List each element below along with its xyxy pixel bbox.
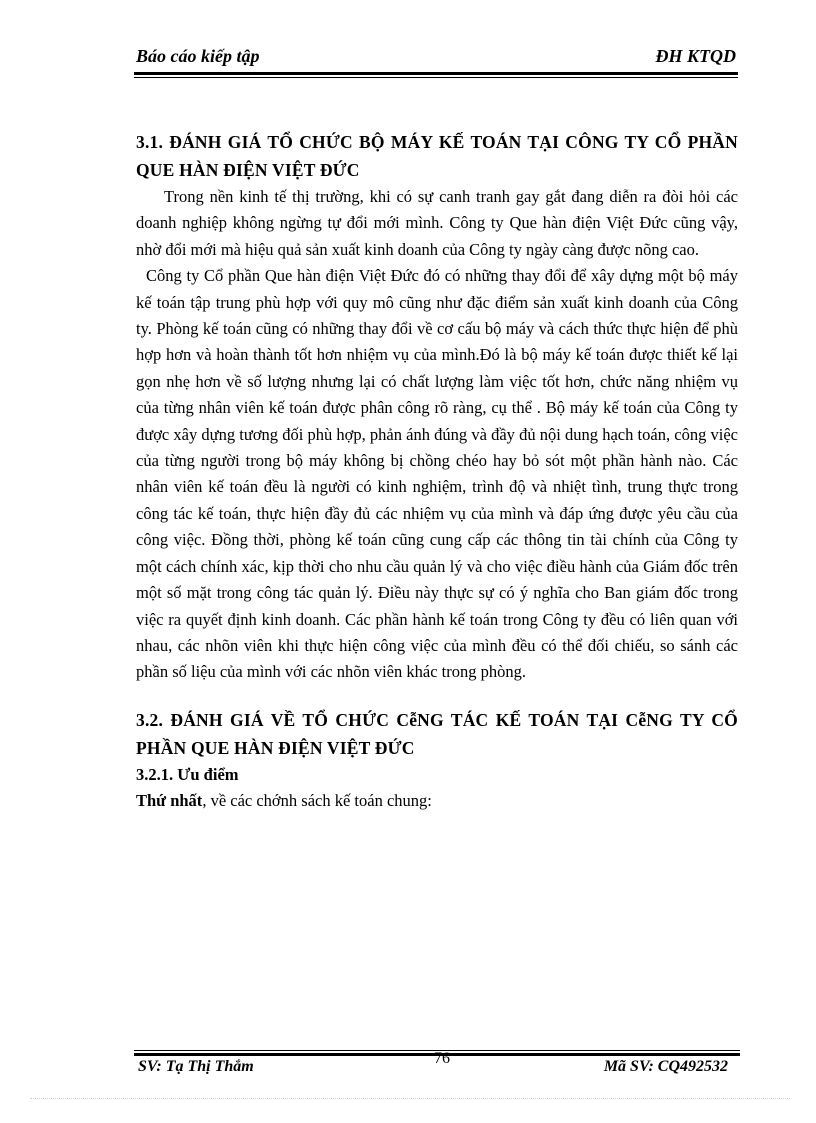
- section-3-1-paragraph-1: Trong nền kinh tế thị trường, khi có sự canh tranh gay gắt đang diễn ra đòi hỏi các doanh nghiệp không ngừng tự đổi mới mình. Công ty Que hàn điện Việt Đức cũng vậy, nhờ đổi mới mà hiệu quả sản xuất kinh doanh của Công ty ngày càng được nõng cao.: [136, 187, 738, 259]
- section-3-1-paragraph-2: Công ty Cổ phần Que hàn điện Việt Đức đó có những thay đổi để xây dựng một bộ máy kế toán tập trung phù hợp với quy mô cũng như đặc điểm sản xuất kinh doanh của Công ty. Phòng kế toán cũng có những thay đổi về cơ cấu bộ máy và cách thức thực hiện để phù hợp hơn và hoàn thành tốt hơn nhiệm vụ của mình.Đó là bộ máy kế toán được thiết kế lại gọn nhẹ hơn về số lượng nhưng lại có chất lượng làm việc tốt hơn, chức năng nhiệm vụ của từng nhân viên kế toán được phân công rõ ràng, cụ thể . Bộ máy kế toán của Công ty được xây dựng tương đối phù hợp, phản ánh đúng và đầy đủ nội dung hạch toán, công việc của từng người trong bộ máy không bị chồng chéo hay bỏ sót một phần hành nào. Các nhân viên kế toán đều là người có kinh nghiệm, trình độ và nhiệt tình, trung thực trong công tác kế toán, thực hiện đầy đủ các nhiệm vụ của mình và đáp ứng được yêu cầu của công việc. Đồng thời, phòng kế toán cũng cung cấp các thông tin tài chính của Công ty một cách chính xác, kịp thời cho nhu cầu quản lý và cho việc điều hành của Giám đốc trên một số mặt trong công tác quản lý. Điều này thực sự có ý nghĩa cho Ban giám đốc trong việc ra quyết định kinh doanh. Các phần hành kế toán trong Công ty đều có liên quan với nhau, các nhõn viên khi thực hiện công việc của mình đều có thể đối chiếu, so sánh các phần số liệu của mình với các nhõn viên khác trong phòng.: [136, 266, 738, 682]
- header-rule-thin: [134, 77, 738, 78]
- first-point-label: Thứ nhất: [136, 790, 203, 810]
- section-3-2-1-heading: 3.2.1. Ưu điểm: [136, 764, 239, 784]
- page-footer: [134, 1050, 740, 1080]
- footer-student-id: Mã SV: CQ492532: [603, 1058, 728, 1075]
- section-3-2-heading: 3.2. ĐÁNH GIÁ VỀ TỔ CHỨC CễNG TÁC KẾ TOÁN TẠI CễNG TY CỔ PHẦN QUE HÀN ĐIỆN VIỆT ĐỨC: [136, 709, 738, 758]
- page-header: [134, 44, 738, 72]
- page-bottom-border: [30, 1098, 790, 1099]
- document-body: [136, 128, 738, 814]
- footer-student-name: SV: Tạ Thị Thắm: [138, 1058, 254, 1075]
- header-rule: [134, 72, 738, 75]
- header-university: ĐH KTQD: [655, 46, 736, 66]
- first-point-line: [136, 788, 738, 814]
- first-point-text: , về các chớnh sách kế toán chung:: [202, 790, 432, 810]
- page-number: 76: [434, 1050, 450, 1067]
- header-report-title: Báo cáo kiếp tập: [136, 46, 260, 66]
- section-3-1-heading: 3.1. ĐÁNH GIÁ TỔ CHỨC BỘ MÁY KẾ TOÁN TẠI CÔNG TY CỔ PHẦN QUE HÀN ĐIỆN VIỆT ĐỨC: [136, 132, 738, 180]
